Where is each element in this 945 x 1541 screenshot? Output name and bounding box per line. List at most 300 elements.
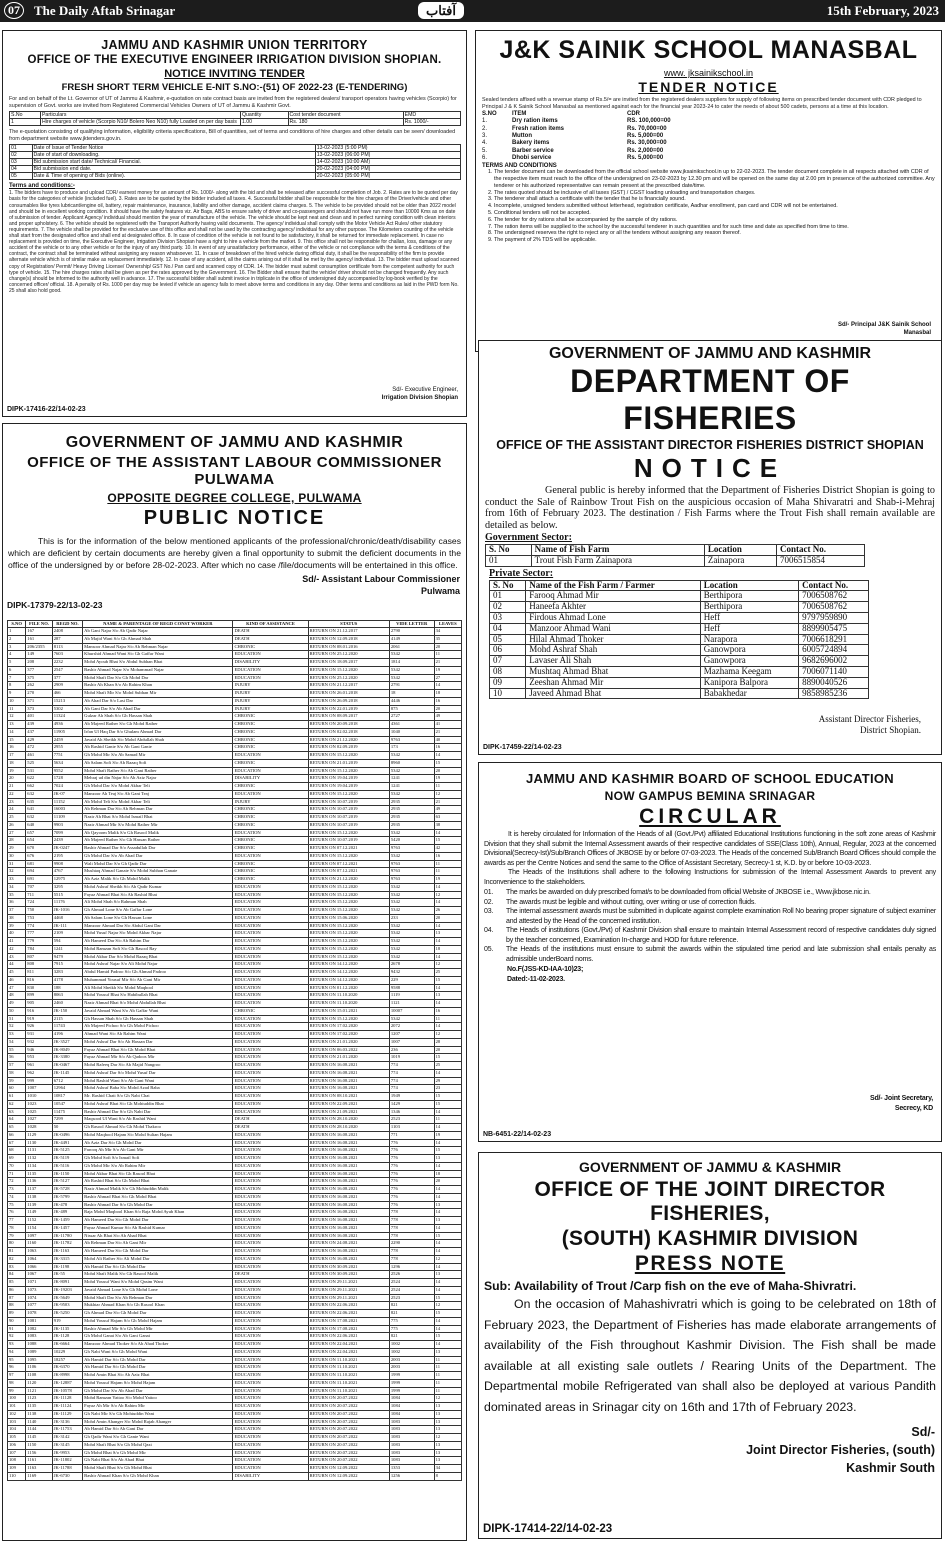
table-cell: JK-11782 <box>52 1240 82 1248</box>
table-cell: 1241 <box>52 945 82 953</box>
table-cell: 2439 <box>52 837 82 845</box>
table-cell: EDUCATION <box>233 1248 308 1256</box>
table-cell: RETURN ON 15.12.2020 <box>308 899 389 907</box>
table-cell: 35 <box>8 891 26 899</box>
table-cell: 52 <box>8 1023 26 1031</box>
table-cell: Ab Rashid Bhat S/o Gh Mohd Bhat <box>83 1178 233 1186</box>
table-cell: DEATH <box>233 1271 308 1279</box>
table-cell: 15 <box>8 736 26 744</box>
table-cell: 23 <box>434 1085 461 1093</box>
table-cell: 14 <box>434 899 461 907</box>
table-cell: RETURN ON 22.04.2021 <box>308 1341 389 1349</box>
table-cell: 11905 <box>52 728 82 736</box>
table-cell: EDUCATION <box>233 899 308 907</box>
table-cell: RETURN ON 21.01.2020 <box>308 1038 389 1046</box>
table-cell: 776 <box>389 1155 434 1163</box>
table-cell: 2547 <box>52 666 82 674</box>
table-cell: 2524 <box>389 1279 434 1287</box>
table-cell: Ab Hameed Dar S/o Gh Mohd Dar <box>83 1248 233 1256</box>
table-cell: EDUCATION <box>233 1031 308 1039</box>
table-cell: 13 <box>434 1403 461 1411</box>
table-row <box>8 945 462 953</box>
table-cell: 875 <box>389 705 434 713</box>
table-cell: INJURY <box>233 690 308 698</box>
table-cell: EDUCATION <box>233 1387 308 1395</box>
table-cell: 5342 <box>389 883 434 891</box>
table-cell: 632 <box>26 790 52 798</box>
table-cell: CHRONIC <box>233 876 308 884</box>
table-cell: 102 <box>8 1410 26 1418</box>
table-cell: EDUCATION <box>233 1069 308 1077</box>
table-cell: 11176 <box>52 899 82 907</box>
table-cell: EDUCATION <box>233 1441 308 1449</box>
table-row <box>8 1054 462 1062</box>
table-cell: RETURN ON 02.02.2018 <box>308 728 389 736</box>
table-cell: 14 <box>434 1000 461 1008</box>
table-cell: RETURN ON 15.12.2020 <box>308 767 389 775</box>
table-cell: Mohd Ashraf Sheikh S/o Ab Qadir Kumar <box>83 883 233 891</box>
table-row <box>8 891 462 899</box>
table-row <box>8 1449 462 1457</box>
table-cell: 43 <box>8 953 26 961</box>
table-row <box>8 1426 462 1434</box>
table-row <box>8 1294 462 1302</box>
table-cell: RETURN ON 22.09.2021 <box>308 1100 389 1108</box>
table-cell: EDUCATION <box>233 907 308 915</box>
table-cell: JK-5649 <box>52 1294 82 1302</box>
table-cell: 962 <box>26 1069 52 1077</box>
table-cell: RETURN ON 10.07.2019 <box>308 798 389 806</box>
private-farms-table: S. No Name of the Fish Farm / Farmer Location Contact No. 01 Farooq Ahmad Mir Berthipora 7006508762 02 Haneefa Akhter Berthipora 7006508762 03 Firdous Ahmad Lone Heff 9797959890 04 Manzoor Ahmad Wani Heff 8899905475 05 Hilal Ahmad Thoker Narapora 7006618291 06 Mohd Ashraf Shah Ganowpora 6005724894 07 Lavaser Ali Shah Ganowpora 9682696002 08 Mushtaq Ahmad Bhat Mazhama Keegam 7006071140 09 Zeeshan Ahmad Mir Kanipora Balpora 8890040526 10 Javeed Ahmad Bhat Babakhedar 9858985236 <box>489 580 869 700</box>
table-cell: 771 <box>389 1131 434 1139</box>
table-cell: RETURN ON 10.07.2019 <box>308 806 389 814</box>
table-cell: 48 <box>8 992 26 1000</box>
table-cell: Mohd Shafi Bhat S/o Gh Mohd Bhat <box>83 1465 233 1473</box>
table-cell: 34 <box>434 1465 461 1473</box>
table-cell: JK-0247 <box>52 845 82 853</box>
table-row <box>8 814 462 822</box>
table-cell: 776 <box>389 1162 434 1170</box>
table-cell: JK-8049 <box>52 1046 82 1054</box>
table-cell: Bashir Ah Khan S/o Ab Rahim Khan <box>83 682 233 690</box>
table-cell: Farooq Ah Mir S/o Ab Gani Mir <box>83 1147 233 1155</box>
table-cell: Mohd Akbar Dar S/o Mohd Razaq Bhat <box>83 953 233 961</box>
table-row <box>8 728 462 736</box>
nit-number: FRESH SHORT TERM VEHICLE E-NIT S.NO:-(51) OF 2022-23 (E-TENDERING) <box>61 82 408 93</box>
table-cell: RETURN ON 12.09.2018 <box>308 635 389 643</box>
table-cell: 525 <box>26 759 52 767</box>
table-cell: 635 <box>26 798 52 806</box>
table-cell: 1083 <box>389 1441 434 1449</box>
table-cell: RETURN ON 15.01.2021 <box>308 1007 389 1015</box>
table-cell: JK-3142 <box>52 1434 82 1442</box>
table-cell: 29 <box>8 845 26 853</box>
table-cell: JK-5127 <box>52 1178 82 1186</box>
table-cell: 1095 <box>26 1356 52 1364</box>
table-cell: EDUCATION <box>233 976 308 984</box>
table-cell: 11743 <box>52 1023 82 1031</box>
jkbose-circular <box>478 762 942 1142</box>
table-cell: 11 <box>434 1015 461 1023</box>
table-cell: 779 <box>26 938 52 946</box>
table-cell: CHRONIC <box>233 721 308 729</box>
table-cell: RETURN ON 19.04.2019 <box>308 775 389 783</box>
table-cell: 15 <box>434 976 461 984</box>
table-cell: 3 <box>8 643 26 651</box>
table-cell: Gh Nabi Wani S/o Gh Mohd Wani <box>83 1348 233 1356</box>
table-cell: CHRONIC <box>233 806 308 814</box>
table-cell: Ab Rashid Ganie S/o Ab Gani Ganie <box>83 744 233 752</box>
table-cell: RETURN ON 12.09.2022 <box>308 1472 389 1480</box>
board-address: NOW GAMPUS BEMINA SRINAGAR <box>604 789 816 803</box>
table-cell: 1103 <box>389 1124 434 1132</box>
table-cell: EDUCATION <box>233 1449 308 1457</box>
table-row <box>8 868 462 876</box>
table-cell: RETURN ON 17.08.2021 <box>308 1317 389 1325</box>
table-row <box>8 1023 462 1031</box>
table-cell: 373 <box>26 705 52 713</box>
table-row <box>8 1077 462 1085</box>
table-cell: EDUCATION <box>233 1038 308 1046</box>
table-cell: 55 <box>8 1046 26 1054</box>
table-cell: RETURN ON 21.12.2017 <box>308 628 389 636</box>
table-cell: 1123 <box>26 1395 52 1403</box>
table-cell: 1010 <box>26 1093 52 1101</box>
table-cell: 71 <box>8 1170 26 1178</box>
table-cell: 640 <box>26 821 52 829</box>
table-row <box>8 643 462 651</box>
table-cell: CHRONIC <box>233 837 308 845</box>
table-cell: JK-150 <box>52 1007 82 1015</box>
table-cell: RETURN ON 29.11.2021 <box>308 1279 389 1287</box>
table-cell: 12975 <box>52 876 82 884</box>
table-cell: 13 <box>434 1271 461 1279</box>
table-cell: 8 <box>434 1472 461 1480</box>
table-cell: 778 <box>389 1248 434 1256</box>
table-cell: 1152 <box>26 1217 52 1225</box>
table-cell: DEATH <box>233 628 308 636</box>
table-row <box>8 1162 462 1170</box>
table-cell: RETURN ON 15.12.2020 <box>308 945 389 953</box>
table-cell: 807 <box>26 953 52 961</box>
table-cell: 262 <box>26 682 52 690</box>
table-cell: RETURN ON 14.12.2020 <box>308 969 389 977</box>
table-cell: 11 <box>434 860 461 868</box>
table-cell: 2290 <box>389 1240 434 1248</box>
table-cell: Mohd Rafeeq Dar S/o Ab Majid Nangroo <box>83 1062 233 1070</box>
table-cell: 4 <box>8 651 26 659</box>
table-cell: JK-1198 <box>52 1263 82 1271</box>
office-name: OFFICE OF THE ASSISTANT LABOUR COMMISSIONER PULWAMA <box>27 454 442 488</box>
table-cell: 2195 <box>52 852 82 860</box>
table-cell: CHRONIC <box>233 759 308 767</box>
table-cell: 15 <box>434 1100 461 1108</box>
table-cell: RETURN ON 30.09.2021 <box>308 1271 389 1279</box>
circular-para-2: The Heads of the Institutions shall adhere to the following Instructions for submission of the Internal Assessment Awards to prevent any Inconvenience to the stakeholders. <box>484 869 936 886</box>
table-cell: EDUCATION <box>233 651 308 659</box>
table-cell: RETURN ON 29.11.2021 <box>308 1286 389 1294</box>
table-cell: 775 <box>389 1325 434 1333</box>
table-cell: 7751 <box>52 752 82 760</box>
signature: Sd/- Executive Engineer, Irrigation Division Shopian <box>381 387 458 401</box>
table-cell: 2109 <box>52 930 82 938</box>
table-cell: 100 <box>8 1395 26 1403</box>
table-cell: 13 <box>434 1410 461 1418</box>
board-name: JAMMU AND KASHMIR BOARD OF SCHOOL EDUCATION <box>526 771 894 786</box>
office-address: OPPOSITE DEGREE COLLEGE, PULWAMA <box>107 491 362 505</box>
table-row <box>8 759 462 767</box>
table-cell: Gh Hassan Shah S/o Gh Hassan Shah <box>83 1015 233 1023</box>
table-cell: 1066 <box>26 1263 52 1271</box>
table-cell: EDUCATION <box>233 1077 308 1085</box>
table-cell: Ali Mohd Shah S/o Rahman Shah <box>83 899 233 907</box>
table-cell: Gh Mohd Bhat S/o Gh Mohd Mir <box>83 1449 233 1457</box>
table-cell: 1002 <box>389 1348 434 1356</box>
table-cell: 5342 <box>389 852 434 860</box>
table-row <box>8 1279 462 1287</box>
table-cell: RETURN ON 15.12.2020 <box>308 883 389 891</box>
table-cell: JK-11753 <box>52 1426 82 1434</box>
table-cell: EDUCATION <box>233 1302 308 1310</box>
table-cell: 437 <box>26 728 52 736</box>
table-cell: RETURN ON 21.12.2020 <box>308 876 389 884</box>
signature: Sd/- Principal J&K Sainik School Manasbal <box>837 322 931 336</box>
table-cell: 776 <box>389 1186 434 1194</box>
table-row <box>8 1395 462 1403</box>
table-cell: 81 <box>8 1248 26 1256</box>
table-cell: 2061 <box>389 643 434 651</box>
table-cell: 16 <box>434 697 461 705</box>
table-cell: 7 <box>8 674 26 682</box>
table-cell: 14 <box>434 1193 461 1201</box>
table-cell: 632 <box>26 814 52 822</box>
table-cell: 15 <box>434 1147 461 1155</box>
table-cell: 5 <box>8 659 26 667</box>
table-cell: 60 <box>8 1085 26 1093</box>
table-cell: 28 <box>434 1038 461 1046</box>
table-cell: 1083 <box>389 1434 434 1442</box>
table-cell: JK-1128 <box>52 1333 82 1341</box>
table-cell: INJURY <box>233 705 308 713</box>
table-cell: Fayaz Ahmad Kumar S/o Ab Rashid Kumar <box>83 1224 233 1232</box>
table-cell: 78 <box>8 1224 26 1232</box>
table-cell: 106 <box>8 1441 26 1449</box>
table-cell: JK-11124 <box>52 1403 82 1411</box>
table-row <box>8 1410 462 1418</box>
table-cell: 25 <box>434 1062 461 1070</box>
table-cell: CHRONIC <box>233 643 308 651</box>
table-row <box>8 659 462 667</box>
table-cell: 2460 <box>52 1000 82 1008</box>
table-cell: 14 <box>434 953 461 961</box>
table-cell: EDUCATION <box>233 1465 308 1473</box>
table-cell: 16 <box>434 744 461 752</box>
table-cell: 14 <box>434 1069 461 1077</box>
table-row <box>8 1333 462 1341</box>
table-cell: 953 <box>26 1054 52 1062</box>
table-cell: EDUCATION <box>233 790 308 798</box>
table-cell: 641 <box>26 806 52 814</box>
table-cell: EDUCATION <box>233 938 308 946</box>
table-cell: 95 <box>8 1356 26 1364</box>
table-row <box>8 783 462 791</box>
table-cell: 14 <box>434 1341 461 1349</box>
table-cell: 774 <box>389 1077 434 1085</box>
table-cell: RETURN ON 15.12.2020 <box>308 907 389 915</box>
table-cell: EDUCATION <box>233 883 308 891</box>
table-cell: 4196 <box>52 1031 82 1039</box>
table-cell: 1119 <box>389 992 434 1000</box>
table-cell: 49 <box>434 713 461 721</box>
table-cell: 13 <box>8 721 26 729</box>
table-cell: EDUCATION <box>233 1426 308 1434</box>
table-cell: Mansoor Ahmad Najar S/o Ab Rehman Najar <box>83 643 233 651</box>
table-cell: 1007 <box>26 1085 52 1093</box>
table-cell: JK-12887 <box>52 1379 82 1387</box>
table-cell: 16 <box>434 1007 461 1015</box>
table-cell: 2072 <box>389 1023 434 1031</box>
table-cell: DEATH <box>233 1124 308 1132</box>
table-row <box>8 1418 462 1426</box>
table-cell: 932 <box>26 1038 52 1046</box>
table-cell: 14 <box>434 1124 461 1132</box>
table-cell: RETURN ON 16.08.2021 <box>308 1209 389 1217</box>
table-cell: 9432 <box>389 969 434 977</box>
table-cell: 1120 <box>26 1379 52 1387</box>
table-cell: Ab Hameed Dar S/o Gh Mohd Dar <box>83 1217 233 1225</box>
table-cell: 9908 <box>52 860 82 868</box>
table-cell: JK-19203 <box>52 1286 82 1294</box>
subject-line: Sub: Availability of Trout /Carp fish on the eve of Maha-Shivratri. <box>484 1279 857 1293</box>
table-cell: Mohd Ali Rather S/o Ali Mohd Dar <box>83 1255 233 1263</box>
table-cell: Ab Majeed Rather S/o Gh Hassan Rather <box>83 837 233 845</box>
division-name: (SOUTH) KASHMIR DIVISION <box>561 1227 859 1250</box>
table-cell: 707 <box>26 883 52 891</box>
table-cell: 694 <box>26 868 52 876</box>
table-cell: 8113 <box>52 643 82 651</box>
table-cell: EDUCATION <box>233 1341 308 1349</box>
table-cell: Manzoor Ahmad Dar S/o Abdul Gani Dar <box>83 922 233 930</box>
table-cell: RETURN ON 17.02.2020 <box>308 1023 389 1031</box>
table-cell: Gh Qadir Wani S/o Gh Ganie Wani <box>83 1434 233 1442</box>
table-cell: 14 <box>434 1248 461 1256</box>
table-cell: 23 <box>8 798 26 806</box>
table-row <box>8 1387 462 1395</box>
table-cell: RETURN ON 28.10.2020 <box>308 1116 389 1124</box>
table-cell: RETURN ON 18.09.2017 <box>308 659 389 667</box>
table-cell: 7024 <box>52 783 82 791</box>
table-cell: 56 <box>8 1054 26 1062</box>
table-cell: CHRONIC <box>233 868 308 876</box>
newspaper-logo: آفتاب <box>418 2 464 19</box>
table-cell: 20 <box>434 914 461 922</box>
table-row <box>8 1441 462 1449</box>
table-cell: 1160 <box>26 1240 52 1248</box>
table-cell: 79 <box>8 1232 26 1240</box>
table-cell: 9763 <box>389 845 434 853</box>
table-cell: RETURN ON 02.09.2019 <box>308 744 389 752</box>
table-cell: 19 <box>434 775 461 783</box>
table-cell: RETURN ON 15.12.2020 <box>308 930 389 938</box>
table-row <box>8 1457 462 1465</box>
table-row <box>8 705 462 713</box>
table-cell: 1064 <box>26 1255 52 1263</box>
table-cell: RETURN ON 08.01.2016 <box>308 643 389 651</box>
table-cell: EDUCATION <box>233 1093 308 1101</box>
table-cell: 19 <box>434 876 461 884</box>
table-cell: 15 <box>434 1093 461 1101</box>
table-row <box>8 1356 462 1364</box>
table-cell: 774 <box>389 1085 434 1093</box>
table-row <box>8 790 462 798</box>
table-cell: 1077 <box>26 1302 52 1310</box>
table-row <box>8 907 462 915</box>
table-cell: Mohd Shafi Bhat S/o Gh Mohd Qazi <box>83 1441 233 1449</box>
table-cell: 13 <box>434 1449 461 1457</box>
table-row <box>8 1015 462 1023</box>
table-cell: EDUCATION <box>233 852 308 860</box>
table-cell: EDUCATION <box>233 752 308 760</box>
table-cell: RETURN ON 20.07.2022 <box>308 1410 389 1418</box>
table-cell: Mohd Ramzan Yattoo S/o Mohd Yattoo <box>83 1395 233 1403</box>
table-cell: 1078 <box>26 1310 52 1318</box>
table-cell: 40 <box>434 736 461 744</box>
table-cell: EDUCATION <box>233 1286 308 1294</box>
table-cell: 21 <box>434 728 461 736</box>
table-cell: 662 <box>26 783 52 791</box>
table-cell: DEATH <box>233 635 308 643</box>
table-row <box>8 1093 462 1101</box>
table-cell: 1138 <box>26 1410 52 1418</box>
table-cell: Nazir Ahmad Bhat S/o Mohd Abdullah Bhat <box>83 1000 233 1008</box>
table-cell: 11 <box>434 1116 461 1124</box>
table-cell: 919 <box>26 1015 52 1023</box>
table-row <box>8 1085 462 1093</box>
table-cell: RETURN ON 21.09.2021 <box>308 1108 389 1116</box>
table-cell: 61 <box>8 1093 26 1101</box>
items-table: S.NO ITEM CDR 1. Dry ration items RS. 100,000=00 2. Fresh ration items Rs. 70,000=00 3. Mutton Rs. 5,000=00 4. Bakery items Rs. 30,000=00 5. Barber service Rs. 2,000=00 6. Dhobi service Rs. 5,000=00 <box>482 111 671 161</box>
table-cell: 80 <box>8 1240 26 1248</box>
table-cell: RETURN ON 06.03.2022 <box>308 1046 389 1054</box>
table-cell: 830 <box>26 984 52 992</box>
signature: Sd/- Joint Director Fisheries, (south) Kashmir South <box>746 1425 935 1475</box>
notice-title: NOTICE INVITING TENDER <box>164 68 305 80</box>
table-cell: 11 <box>434 651 461 659</box>
table-cell: 776 <box>389 1178 434 1186</box>
table-cell: CHRONIC <box>233 814 308 822</box>
table-cell: 42 <box>8 945 26 953</box>
table-cell: 28 <box>8 837 26 845</box>
table-cell: 4446 <box>389 697 434 705</box>
table-cell: 1136 <box>26 1178 52 1186</box>
table-cell: JK-11788 <box>52 1465 82 1473</box>
terms-title: TERMS AND CONDITIONS <box>482 163 557 170</box>
vehicle-table: S.No Particulars Quantity Cost tender document EMD 1 Hire charges of vehicle (Scorpio N10/ Bolero Neo N10) fully Loaded on per day basis 1.00 Rs. 180 Rs. 1000/- <box>9 111 461 126</box>
table-cell: 919 <box>52 1317 82 1325</box>
table-cell: EDUCATION <box>233 1310 308 1318</box>
table-cell: JK-6370 <box>52 1364 82 1372</box>
table-cell: JK-5119 <box>52 1155 82 1163</box>
table-cell: INJURY <box>233 798 308 806</box>
table-cell: Nissar Ah Bhat S/o Ab Ahad Bhat <box>83 1232 233 1240</box>
ad-reference: DIPK-17459-22/14-02-23 <box>483 744 562 751</box>
table-cell: 11 <box>434 1387 461 1395</box>
table-cell: Nazir Ahmad Mir S/o Mohd Rather Mir <box>83 821 233 829</box>
table-cell: 72 <box>8 1178 26 1186</box>
table-cell: 18257 <box>52 1356 82 1364</box>
table-cell: 3295 <box>52 883 82 891</box>
table-cell: EDUCATION <box>233 1201 308 1209</box>
